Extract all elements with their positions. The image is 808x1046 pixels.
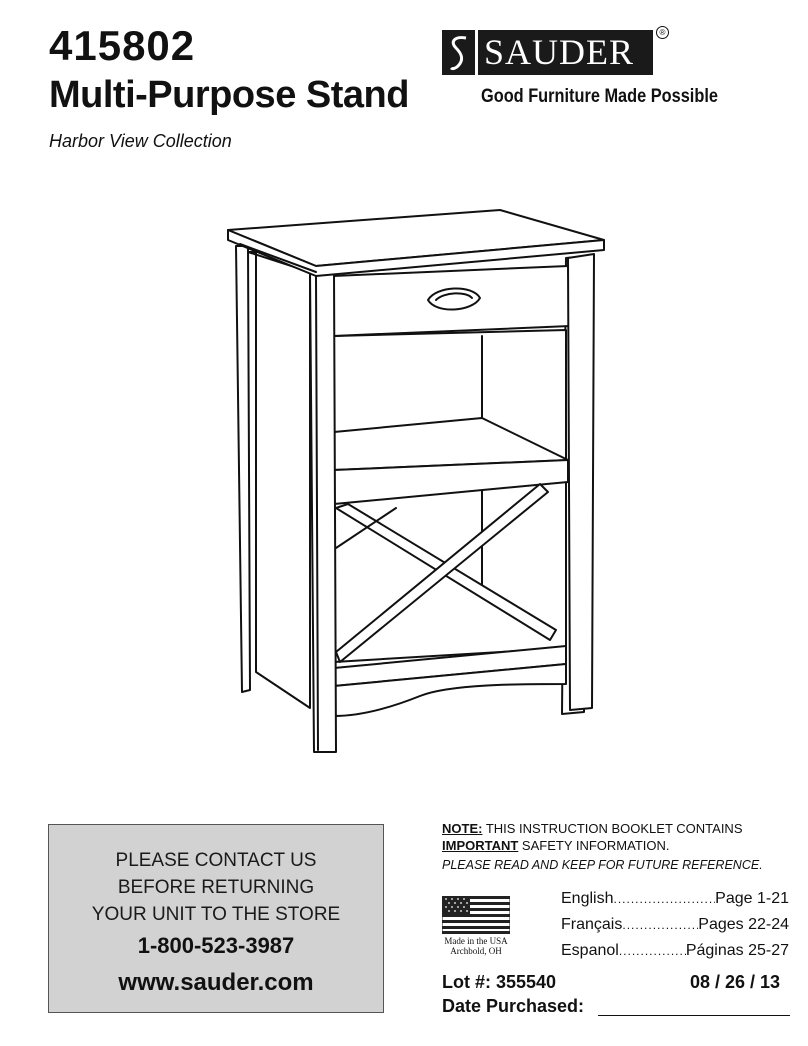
contact-message: PLEASE CONTACT US BEFORE RETURNING YOUR UNIT TO THE STORE [91, 850, 341, 925]
stand-illustration [220, 200, 620, 760]
brand-tagline: Good Furniture Made Possible [481, 86, 718, 107]
contact-phone[interactable]: 1-800-523-3987 [137, 933, 295, 958]
language-pages: Páginas 25-27 [685, 942, 789, 959]
important-label: IMPORTANT [442, 838, 519, 853]
language-row-english[interactable] [561, 890, 789, 912]
front-left-leg [310, 272, 336, 752]
lot-date: 08 / 26 / 13 [690, 972, 781, 992]
contact-box [48, 824, 384, 1013]
note-label: NOTE: [442, 821, 483, 836]
lot-number: Lot #: 355540 [442, 972, 557, 992]
language-name: Français [561, 916, 623, 933]
note-text: THIS INSTRUCTION BOOKLET CONTAINS [482, 821, 743, 836]
language-row-spanish[interactable] [561, 942, 789, 964]
note-text: SAFETY INFORMATION. [518, 838, 670, 853]
contact-website[interactable]: www.sauder.com [118, 969, 314, 996]
note-line [442, 821, 743, 836]
note-line [442, 838, 670, 853]
language-name: Espanol [561, 942, 619, 959]
collection-name: Harbor View Collection [49, 131, 232, 151]
date-purchased-label: Date Purchased: [442, 996, 585, 1016]
leader-dots [613, 892, 715, 906]
logo-text: SAUDER [484, 32, 635, 72]
product-name: Multi-Purpose Stand [49, 74, 409, 116]
made-in-usa: Made in the USA Archbold, OH [444, 936, 508, 956]
us-flag-icon [442, 896, 510, 934]
language-row-french[interactable] [561, 916, 789, 938]
leader-dots [622, 918, 698, 932]
front-right-leg [568, 254, 594, 710]
sauder-s-mark-icon [442, 30, 478, 75]
date-purchased-field[interactable] [598, 1015, 790, 1016]
product-number: 415802 [49, 22, 196, 69]
registered-mark: ® [656, 26, 669, 39]
side-panel [248, 252, 310, 708]
language-pages: Page 1-21 [715, 890, 789, 907]
sauder-logo [442, 30, 653, 75]
language-name: English [561, 890, 614, 907]
back-left-leg [236, 246, 250, 692]
language-pages: Pages 22-24 [698, 916, 789, 933]
note-reference: PLEASE READ AND KEEP FOR FUTURE REFERENCE. [442, 858, 763, 872]
leader-dots [619, 944, 686, 958]
